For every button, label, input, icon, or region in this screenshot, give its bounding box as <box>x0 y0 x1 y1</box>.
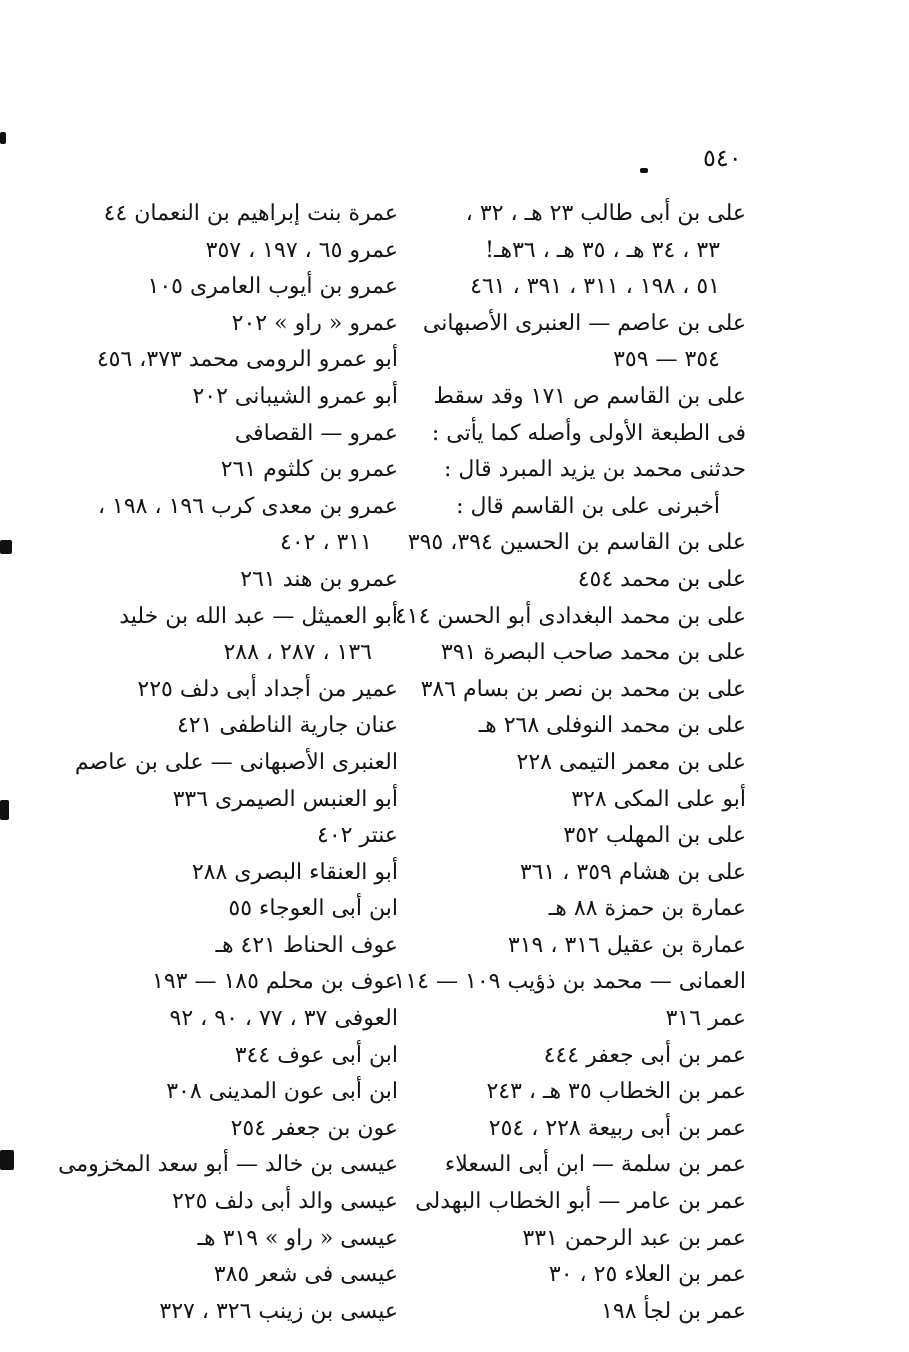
index-entry: العنبرى الأصبهانى — على بن عاصم <box>74 749 398 775</box>
index-entry: عمرو — القصافى <box>234 420 398 446</box>
page-number: ٥٤٠ <box>703 144 742 172</box>
index-entry: على بن هشام ٣٥٩ ، ٣٦١ <box>519 859 746 885</box>
index-entry: عمرو بن معدى كرب ١٩٦ ، ١٩٨ ، <box>97 493 398 519</box>
index-entry: أبو عمرو الرومى محمد ٣٧٣، ٤٥٦ <box>96 347 398 373</box>
index-entry: عمر بن أبى ربيعة ٢٢٨ ، ٢٥٤ <box>488 1115 746 1141</box>
index-entry: عمر بن أبى جعفر ٤٤٤ <box>543 1042 746 1068</box>
index-entry: عمر بن سلمة — ابن أبى السعلاء <box>444 1152 746 1178</box>
index-entry: عمر بن العلاء ٢٥ ، ٣٠ <box>548 1262 746 1288</box>
index-entry: عيسى بن خالد — أبو سعد المخزومى <box>58 1152 398 1178</box>
index-entry: عيسى « راو » ٣١٩ هـ <box>197 1225 398 1251</box>
index-entry: أبو العنقاء البصرى ٢٨٨ <box>191 859 398 885</box>
index-entry: على بن محمد ٤٥٤ <box>577 566 746 592</box>
index-entry: على بن أبى طالب ٢٣ هـ ، ٣٢ ، <box>465 201 746 226</box>
index-entry: عمارة بن عقيل ٣١٦ ، ٣١٩ <box>507 932 746 958</box>
index-entry: عنان جارية الناطفى ٤٢١ <box>176 713 398 739</box>
index-entry: على بن القاسم بن الحسين ٣٩٤، ٣٩٥ <box>407 530 746 556</box>
index-entry: ابن أبى عون المدينى ٣٠٨ <box>166 1079 398 1105</box>
index-entry: ابن أبى العوجاء ٥٥ <box>228 896 398 922</box>
index-entry: عمر ٣١٦ <box>665 1006 746 1032</box>
index-entry: أبو عمرو الشيبانى ٢٠٢ <box>192 383 398 409</box>
index-entry: حدثنى محمد بن يزيد المبرد قال : <box>444 457 746 483</box>
index-entry-continuation: ٣١١ ، ٤٠٢ <box>280 530 372 556</box>
index-entry: على بن محمد النوفلى ٢٦٨ هـ <box>478 713 746 739</box>
index-entry: عمر بن الخطاب ٣٥ هـ ، ٢٤٣ <box>486 1079 746 1105</box>
index-entry: العوفى ٣٧ ، ٧٧ ، ٩٠ ، ٩٢ <box>169 1006 398 1032</box>
index-entry: على بن القاسم ص ١٧١ وقد سقط <box>433 383 746 409</box>
index-entry: على بن محمد البغدادى أبو الحسن ٤١٤ <box>394 603 746 629</box>
index-entry-continuation: ٣٣ ، ٣٤ هـ ، ٣٥ هـ ، ٣٦هـ! <box>485 237 720 263</box>
index-entry: أبو العميثل — عبد الله بن خليد <box>119 603 398 629</box>
index-entry: عمرو بن هند ٢٦١ <box>240 566 398 592</box>
index-entry: عون بن جعفر ٢٥٤ <box>230 1115 398 1141</box>
index-entry: ابن أبى عوف ٣٤٤ <box>234 1042 398 1068</box>
scan-mark <box>640 168 648 173</box>
index-entry: عمارة بن حمزة ٨٨ هـ <box>548 896 746 922</box>
index-entry: العمانى — محمد بن ذؤيب ١٠٩ — ١١٤ <box>393 969 746 995</box>
scan-mark <box>0 1150 14 1170</box>
index-entry: عمير من أجداد أبى دلف ٢٢٥ <box>137 676 398 702</box>
index-entry: على بن محمد صاحب البصرة ٣٩١ <box>440 640 746 666</box>
index-entry: عيسى بن زينب ٣٢٦ ، ٣٢٧ <box>159 1298 398 1324</box>
index-column-left <box>58 196 398 1330</box>
index-entry: عنتر ٤٠٢ <box>317 823 398 849</box>
index-entry: أبو العنبس الصيمرى ٣٣٦ <box>172 786 398 812</box>
index-entry: عمرو بن كلثوم ٢٦١ <box>220 457 398 483</box>
index-entry-continuation: ٣٥٤ — ٣٥٩ <box>613 347 720 373</box>
scan-mark <box>0 132 6 144</box>
index-entry: على بن عاصم — العنبرى الأصبهانى <box>422 310 746 336</box>
index-entry: عوف الحناط ٤٢١ هـ <box>215 932 398 958</box>
index-entry: عمرة بنت إبراهيم بن النعمان ٤٤ <box>103 201 398 226</box>
index-entry: على بن المهلب ٣٥٢ <box>563 823 746 849</box>
index-entry: عيسى فى شعر ٣٨٥ <box>213 1262 398 1288</box>
index-entry: عمر بن عبد الرحمن ٣٣١ <box>522 1225 746 1251</box>
index-entry: عوف بن محلم ١٨٥ — ١٩٣ <box>152 969 398 995</box>
index-entry: عمرو بن أيوب العامرى ١٠٥ <box>147 274 398 300</box>
index-entry: عمرو « راو » ٢٠٢ <box>231 310 398 336</box>
index-entry: أبو على المكى ٣٢٨ <box>571 786 746 812</box>
index-column-right <box>393 196 746 1330</box>
scan-mark <box>0 540 12 554</box>
scan-mark <box>0 800 9 820</box>
index-entry-continuation: ٥١ ، ١٩٨ ، ٣١١ ، ٣٩١ ، ٤٦١ <box>470 274 720 300</box>
index-entry: على بن معمر التيمى ٢٢٨ <box>516 749 746 775</box>
index-entry: عيسى والد أبى دلف ٢٢٥ <box>172 1189 398 1215</box>
index-entry-continuation: ١٣٦ ، ٢٨٧ ، ٢٨٨ <box>223 640 372 666</box>
index-entry: عمر بن عامر — أبو الخطاب البهدلى <box>415 1189 746 1215</box>
index-entry-continuation: أخبرنى على بن القاسم قال : <box>456 493 720 519</box>
index-entry: عمرو ٦٥ ، ١٩٧ ، ٣٥٧ <box>205 237 398 263</box>
index-entry: على بن محمد بن نصر بن بسام ٣٨٦ <box>420 676 746 702</box>
index-entry: عمر بن لجأ ١٩٨ <box>601 1298 746 1324</box>
index-entry: فى الطبعة الأولى وأصله كما يأتى : <box>431 420 746 446</box>
